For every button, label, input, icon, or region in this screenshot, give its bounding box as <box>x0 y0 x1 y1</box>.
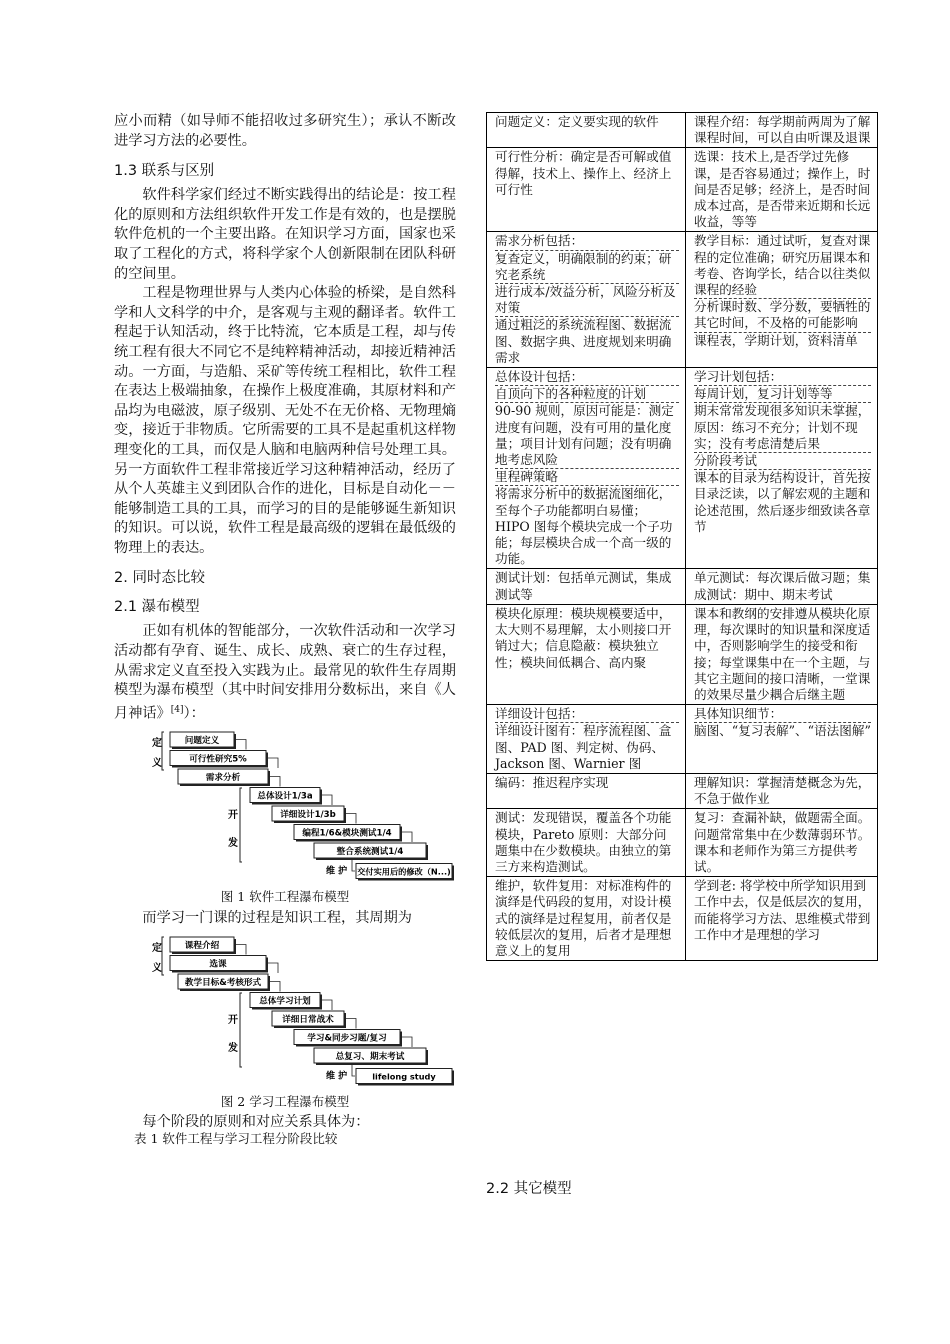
table-row <box>487 368 878 569</box>
cell-learning-engineering <box>686 604 878 704</box>
cell-paragraph: 90-90 规则，原因可能是：测定进度有问题，没有可用的量化度量；项目计划有问题；没有明确地考虑风险 <box>495 402 679 468</box>
cell-paragraph: 学到老: 将学校中所学知识用到工作中去，仅是低层次的复用，而能将学习方法、思维模式带到工作中才是理想的学习 <box>694 878 871 942</box>
cell-paragraph: 里程碑策略 <box>495 468 679 485</box>
cell-software-engineering <box>487 232 686 368</box>
section-heading-2: 2. 同时态比较 <box>114 570 205 587</box>
table-row <box>487 113 878 148</box>
cell-software-engineering <box>487 569 686 604</box>
cell-paragraph: 测试：发现错误，覆盖各个功能模块，Pareto 原则：大部分问题集中在少数模块。由独立的第三方来构造测试。 <box>495 810 672 874</box>
figure-2-caption: 图 2 学习工程瀑布模型 <box>220 1093 350 1109</box>
cell-learning-engineering <box>686 705 878 774</box>
paragraph-3-text: 正如有机体的智能部分，一次软件活动和一次学习活动都有孕育、诞生、成长、成熟、衰亡的生存过程，从需求定义直至投入实践为止。最常见的软件生存周期模型为瀑布模型（其中时间安排用分数标出，来自《人月神话》 <box>114 623 456 722</box>
stage-label: 学习&同步习题/复习 <box>307 1033 387 1044</box>
left-column <box>114 112 456 1146</box>
side-label-define-2: 义 <box>152 962 162 974</box>
cell-software-engineering <box>487 809 686 877</box>
cell-paragraph: 教学目标：通过试听，复查对课程的定位准确；研究历届课本和考卷、咨询学长，结合以往类似课程的经验 <box>694 233 871 298</box>
stage-label: 需求分析 <box>205 773 241 784</box>
cell-paragraph: 将需求分析中的数据流图细化，至每个子功能都明白易懂；HIPO 图每个模块完成一个子功能；每层模块合成一个高一级的功能。 <box>495 485 679 567</box>
cell-paragraph: 理解知识：掌握清楚概念为先，不急于做作业 <box>694 774 871 807</box>
bracket-develop <box>240 788 242 862</box>
side-label-dev-1: 开 <box>228 1014 238 1026</box>
cell-paragraph: 总体设计包括： <box>495 369 584 385</box>
side-label-dev-2: 发 <box>228 1042 238 1054</box>
figure-1-caption: 图 1 软件工程瀑布模型 <box>220 889 350 905</box>
stage-label: 整合系统测试1/4 <box>336 847 404 858</box>
cell-paragraph: 单元测试：每次课后做习题；集成测试：期中、期末考试 <box>694 570 871 602</box>
cell-paragraph: 具体知识细节： <box>694 706 783 722</box>
paragraph-3 <box>114 622 456 724</box>
cell-paragraph: 测试计划：包括单元测试，集成测试等 <box>495 570 672 602</box>
stage-connector <box>352 860 355 872</box>
cell-software-engineering <box>487 604 686 704</box>
cell-learning-engineering <box>686 569 878 604</box>
right-column <box>486 112 878 961</box>
side-label-define-1: 定 <box>152 942 162 954</box>
table-row <box>487 705 878 774</box>
maintain-box-label: 交付实用后的修改（N...) <box>357 866 451 877</box>
citation-ref: [4] <box>170 704 184 715</box>
stage-label: 详细设计1/3b <box>280 810 336 821</box>
paragraph-2: 工程是物理世界与人类内心体验的桥梁，是自然科学和人文科学的中介，是客观与主观的翻译者。软件工程起于认知活动，终于比特流，它本质是工程，却与传统工程有很大不同它不是纯粹精神活动，却接近精神活动。一方面，与造船、采矿等传统工程相比，软件工程在表达上极端抽象，在操作上极度准确，其原材料和产品均为电磁波，原子级别、无处不在无价格、无物理熵变，接近于非物质。它所需要的工具不是起重机这样物理变化的工具，而仅是人脑和电脑两种信号处理工具。另一方面软件工程非常接近学习这种精神活动，经历了从个人英雄主义到团队合作的进化，目标是自动化－－能够制造工具的工具，而学习的目的是能够诞生新知识的知识。可以说，软件工程是最高级的逻辑在最低级的物理上的表达。 <box>114 285 456 556</box>
cell-software-engineering <box>487 773 686 808</box>
paragraph-1: 软件科学家们经过不断实践得出的结论是：按工程化的原则和方法组织软件开发工作是有效的，也是摆脱软件危机的一个主要出路。在知识学习方面，国家也采取了工程化的方式，将科学家个人创新限制在团队科研的空间里。 <box>114 187 456 282</box>
comparison-table <box>486 112 878 961</box>
stage-connector <box>352 1064 355 1076</box>
cell-paragraph: 脑图、“复习表解”、“语法图解” <box>694 723 871 739</box>
cell-paragraph: 编码：推迟程序实现 <box>495 774 609 790</box>
bracket-define <box>162 732 164 770</box>
cell-paragraph: 学习计划包括： <box>694 369 783 385</box>
side-label-define-1: 定 <box>152 738 162 750</box>
stage-label: 可行性研究5% <box>189 754 247 765</box>
cell-paragraph: 分析课时数、学分数，要牺牲的其它时间，不及格的可能影响 <box>694 299 871 331</box>
table-row <box>487 773 878 808</box>
cell-learning-engineering <box>686 232 878 368</box>
stage-label: 选课 <box>209 959 227 970</box>
cell-software-engineering <box>487 877 686 961</box>
side-label-dev-2: 发 <box>228 838 238 850</box>
stage-label: 问题定义 <box>184 736 220 747</box>
paragraph-5: 每个阶段的原则和对应关系具体为： <box>142 1113 370 1130</box>
cell-paragraph: 通过粗泛的系统流程图、数据流图、数据字典、进度规划来明确需求 <box>495 316 679 366</box>
stage-label: 总复习、期末考试 <box>335 1051 405 1062</box>
cell-learning-engineering <box>686 877 878 961</box>
table-row <box>487 569 878 604</box>
bracket-define <box>162 937 164 975</box>
stage-label: 编程1/6&模块测试1/4 <box>302 828 392 839</box>
cell-learning-engineering <box>686 809 878 877</box>
cell-learning-engineering <box>686 368 878 569</box>
cell-learning-engineering <box>686 113 878 148</box>
cell-paragraph: 课程介绍：每学期前两周为了解课程时间，可以自由听课及退课 <box>694 114 871 146</box>
maintain-box-label: lifelong study <box>372 1071 436 1082</box>
table-caption: 表 1 软件工程与学习工程分阶段比较 <box>134 1130 338 1146</box>
section-heading-1-3: 1.3 联系与区别 <box>114 163 215 180</box>
cell-paragraph: 复查定义，明确限制的约束；研究老系统 <box>495 250 679 283</box>
cell-paragraph: 问题定义：定义要实现的软件 <box>495 114 659 129</box>
stage-label: 总体设计1/3a <box>257 791 313 802</box>
cell-paragraph: 进行成本/效益分析，风险分析及对策 <box>495 283 679 316</box>
cell-software-engineering <box>487 368 686 569</box>
bracket-develop <box>240 993 242 1067</box>
cell-learning-engineering <box>686 148 878 232</box>
table-row <box>487 877 878 961</box>
cell-software-engineering <box>487 113 686 148</box>
maintain-label: 维 护 <box>326 1071 348 1082</box>
stage-label: 详细日常战术 <box>282 1014 334 1025</box>
cell-paragraph: 分阶段考试 <box>694 452 871 469</box>
cell-paragraph: 详细设计包括： <box>495 706 584 722</box>
stage-label: 课程介绍 <box>184 940 220 951</box>
cell-paragraph: 课本的目录为结构设计，首先按目录泛读，以了解宏观的主题和论述范围，然后逐步细致读各章节 <box>694 470 871 534</box>
figure-2-waterfall <box>114 931 456 1091</box>
cell-paragraph: 课本和教纲的安排遵从模块化原理，每次课时的知识量和深度适中，否则影响学生的接受和衔接；每堂课集中在一个主题，与其它主题间的接口清晰，一堂课的效果尽量少耦合后继主题 <box>694 605 871 702</box>
maintain-label: 维 护 <box>326 866 348 877</box>
intro-paragraph: 应小而精（如导师不能招收过多研究生）；承认不断改进学习方法的必要性。 <box>114 113 456 149</box>
side-label-dev-1: 开 <box>228 810 238 822</box>
section-heading-2-1: 2.1 瀑布模型 <box>114 599 200 616</box>
table-row <box>487 148 878 232</box>
cell-paragraph: 模块化原理：模块规模要适中，太大则不易理解，太小则接口开销过大；信息隐蔽：模块独立性；模块间低耦合、高内聚 <box>495 605 672 670</box>
cell-paragraph: 需求分析包括： <box>495 233 584 249</box>
table-row <box>487 232 878 368</box>
stage-label: 教学目标&考核形式 <box>184 977 262 988</box>
cell-paragraph: 每周计划，复习计划等等 <box>694 385 871 402</box>
paragraph-4: 而学习一门课的过程是知识工程，其周期为 <box>142 910 412 927</box>
cell-paragraph: 期末常常发现很多知识未掌握，原因：练习不充分；计划不现实；没有考虑清楚后果 <box>694 403 871 451</box>
cell-learning-engineering <box>686 773 878 808</box>
cell-paragraph: 选课：技术上,是否学过先修课，是否容易通过；操作上，时间是否足够；经济上，是否时间成本过高，是否带来近期和长远收益，等等 <box>694 149 871 230</box>
stage-label: 总体学习计划 <box>259 996 311 1007</box>
paragraph-3-end: ）： <box>183 705 205 722</box>
cell-paragraph: 复习：查漏补缺，做题需全面。问题常常集中在少数薄弱环节。课本和老师作为第三方提供考试。 <box>694 810 871 874</box>
cell-paragraph: 维护，软件复用：对标准构件的演绎是代码段的复用，对设计模式的演绎是过程复用，前者仅是较低层次的复用，后者才是理想意义上的复用 <box>495 878 672 958</box>
cell-software-engineering <box>487 705 686 774</box>
table-row <box>487 809 878 877</box>
section-heading-2-2: 2.2 其它模型 <box>486 1181 572 1197</box>
figure-1-waterfall <box>114 726 456 886</box>
table-row <box>487 604 878 704</box>
cell-paragraph: 可行性分析：确定是否可解或值得解，技术上、操作上、经济上可行性 <box>495 149 672 197</box>
cell-paragraph: 详细设计图有：程序流程图、盒图、PAD 图、判定树、伪码、Jackson 图、Warnier 图 <box>495 722 679 772</box>
cell-paragraph: 课程表，学期计划，资料清单 <box>694 332 871 349</box>
cell-software-engineering <box>487 148 686 232</box>
side-label-define-2: 义 <box>152 758 162 770</box>
cell-paragraph: 自顶向下的各种粒度的计划 <box>495 385 679 402</box>
